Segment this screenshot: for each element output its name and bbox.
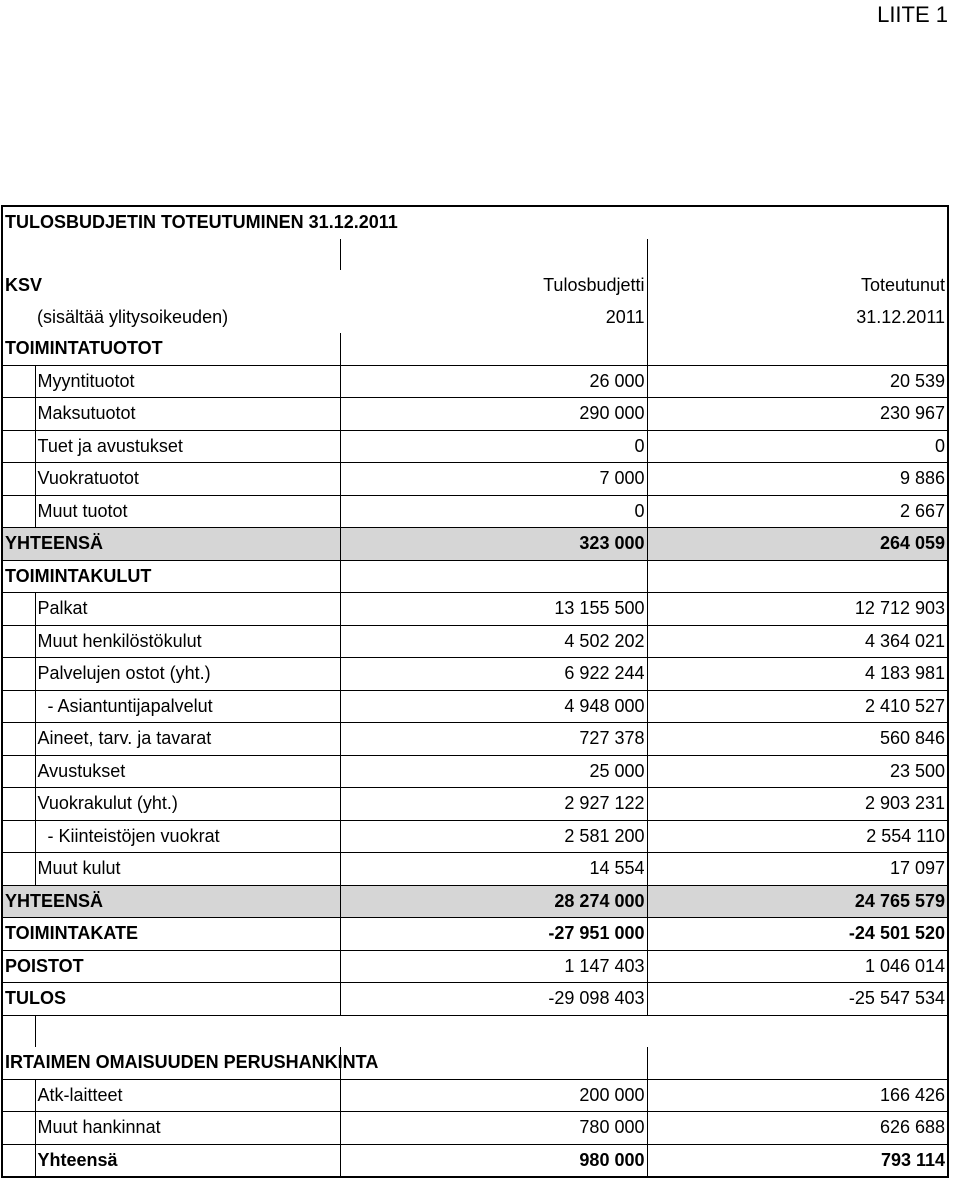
table-row — [2, 463, 948, 496]
budget-value: 13 155 500 — [340, 593, 647, 626]
table-row — [2, 950, 948, 983]
unit-label: KSV — [2, 270, 340, 302]
row-label: Tuet ja avustukset — [35, 430, 340, 463]
actual-value: 4 364 021 — [647, 625, 948, 658]
actual-value: 793 114 — [647, 1144, 948, 1177]
actual-value: -25 547 534 — [647, 983, 948, 1016]
table-row — [2, 723, 948, 756]
budget-value: 980 000 — [340, 1144, 647, 1177]
budget-value: 0 — [340, 430, 647, 463]
table-row — [2, 430, 948, 463]
actual-value: 4 183 981 — [647, 658, 948, 691]
table-row — [2, 788, 948, 821]
table-row — [2, 625, 948, 658]
budget-table — [1, 205, 949, 1178]
row-label: Muut hankinnat — [35, 1112, 340, 1145]
actual-value: 1 046 014 — [647, 950, 948, 983]
row-label: TOIMINTAKULUT — [2, 560, 340, 593]
budget-value — [340, 560, 647, 593]
title-row — [2, 206, 948, 239]
budget-value: 7 000 — [340, 463, 647, 496]
table-row — [2, 1079, 948, 1112]
actual-value: 17 097 — [647, 853, 948, 886]
actual-value: 20 539 — [647, 365, 948, 398]
table-row — [2, 690, 948, 723]
budget-value: 25 000 — [340, 755, 647, 788]
col-budget-header: Tulosbudjetti — [340, 270, 647, 302]
table-row — [2, 593, 948, 626]
actual-value: 560 846 — [647, 723, 948, 756]
row-label: Palvelujen ostot (yht.) — [35, 658, 340, 691]
budget-value: 290 000 — [340, 398, 647, 431]
table-row — [2, 495, 948, 528]
budget-value: -29 098 403 — [340, 983, 647, 1016]
budget-value: 727 378 — [340, 723, 647, 756]
actual-value: -24 501 520 — [647, 918, 948, 951]
row-label: Palkat — [35, 593, 340, 626]
row-label: Yhteensä — [35, 1144, 340, 1177]
budget-value: 14 554 — [340, 853, 647, 886]
budget-value: 26 000 — [340, 365, 647, 398]
row-label: IRTAIMEN OMAISUUDEN PERUSHANKINTA — [2, 1047, 340, 1079]
actual-value: 166 426 — [647, 1079, 948, 1112]
budget-value: 2 581 200 — [340, 820, 647, 853]
budget-value: -27 951 000 — [340, 918, 647, 951]
actual-value: 626 688 — [647, 1112, 948, 1145]
table-row — [2, 755, 948, 788]
row-label: TOIMINTAKATE — [2, 918, 340, 951]
table-row — [2, 398, 948, 431]
table-row — [2, 658, 948, 691]
budget-value: 0 — [340, 495, 647, 528]
budget-value: 780 000 — [340, 1112, 647, 1145]
row-label: Maksutuotot — [35, 398, 340, 431]
header-row-2 — [2, 302, 948, 334]
budget-value: 4 948 000 — [340, 690, 647, 723]
row-label: Atk-laitteet — [35, 1079, 340, 1112]
row-label: Vuokrakulut (yht.) — [35, 788, 340, 821]
row-label: YHTEENSÄ — [2, 885, 340, 918]
appendix-label: LIITE 1 — [877, 2, 948, 27]
row-label: POISTOT — [2, 950, 340, 983]
table-row — [2, 885, 948, 918]
table-row — [2, 333, 948, 365]
table-row — [2, 1047, 948, 1079]
spacer-row — [2, 239, 948, 271]
row-label: TULOS — [2, 983, 340, 1016]
actual-value: 2 410 527 — [647, 690, 948, 723]
budget-value: 200 000 — [340, 1079, 647, 1112]
actual-value — [647, 333, 948, 365]
actual-value: 24 765 579 — [647, 885, 948, 918]
table-row — [2, 820, 948, 853]
actual-value: 230 967 — [647, 398, 948, 431]
row-label: Vuokratuotot — [35, 463, 340, 496]
row-label: - Kiinteistöjen vuokrat — [35, 820, 340, 853]
row-label: TOIMINTATUOTOT — [2, 333, 340, 365]
header-row-1 — [2, 270, 948, 302]
actual-value: 2 667 — [647, 495, 948, 528]
table-row — [2, 365, 948, 398]
actual-value: 9 886 — [647, 463, 948, 496]
row-label: Aineet, tarv. ja tavarat — [35, 723, 340, 756]
budget-value: 2 927 122 — [340, 788, 647, 821]
row-label: Avustukset — [35, 755, 340, 788]
table-row — [2, 1112, 948, 1145]
budget-value — [340, 1047, 647, 1079]
unit-note: (sisältää ylitysoikeuden) — [37, 306, 229, 327]
actual-value: 264 059 — [647, 528, 948, 561]
col-actual-date: 31.12.2011 — [647, 302, 948, 334]
col-budget-year: 2011 — [340, 302, 647, 334]
table-row — [2, 983, 948, 1016]
table-row — [2, 560, 948, 593]
table-row — [2, 528, 948, 561]
actual-value: 2 554 110 — [647, 820, 948, 853]
actual-value: 12 712 903 — [647, 593, 948, 626]
budget-value: 28 274 000 — [340, 885, 647, 918]
table-row — [2, 853, 948, 886]
budget-value: 323 000 — [340, 528, 647, 561]
row-label: YHTEENSÄ — [2, 528, 340, 561]
row-label: Muut tuotot — [35, 495, 340, 528]
table-title: TULOSBUDJETIN TOTEUTUMINEN 31.12.2011 — [2, 206, 948, 239]
row-label: - Asiantuntijapalvelut — [35, 690, 340, 723]
row-label: Muut henkilöstökulut — [35, 625, 340, 658]
row-label: Myyntituotot — [35, 365, 340, 398]
budget-value — [340, 333, 647, 365]
spacer-row — [2, 1015, 948, 1047]
budget-value: 1 147 403 — [340, 950, 647, 983]
actual-value: 0 — [647, 430, 948, 463]
budget-value: 4 502 202 — [340, 625, 647, 658]
actual-value: 2 903 231 — [647, 788, 948, 821]
table-row — [2, 918, 948, 951]
row-label: Muut kulut — [35, 853, 340, 886]
col-actual-header: Toteutunut — [647, 270, 948, 302]
actual-value — [647, 560, 948, 593]
actual-value — [647, 1047, 948, 1079]
actual-value: 23 500 — [647, 755, 948, 788]
table-row — [2, 1144, 948, 1177]
budget-value: 6 922 244 — [340, 658, 647, 691]
